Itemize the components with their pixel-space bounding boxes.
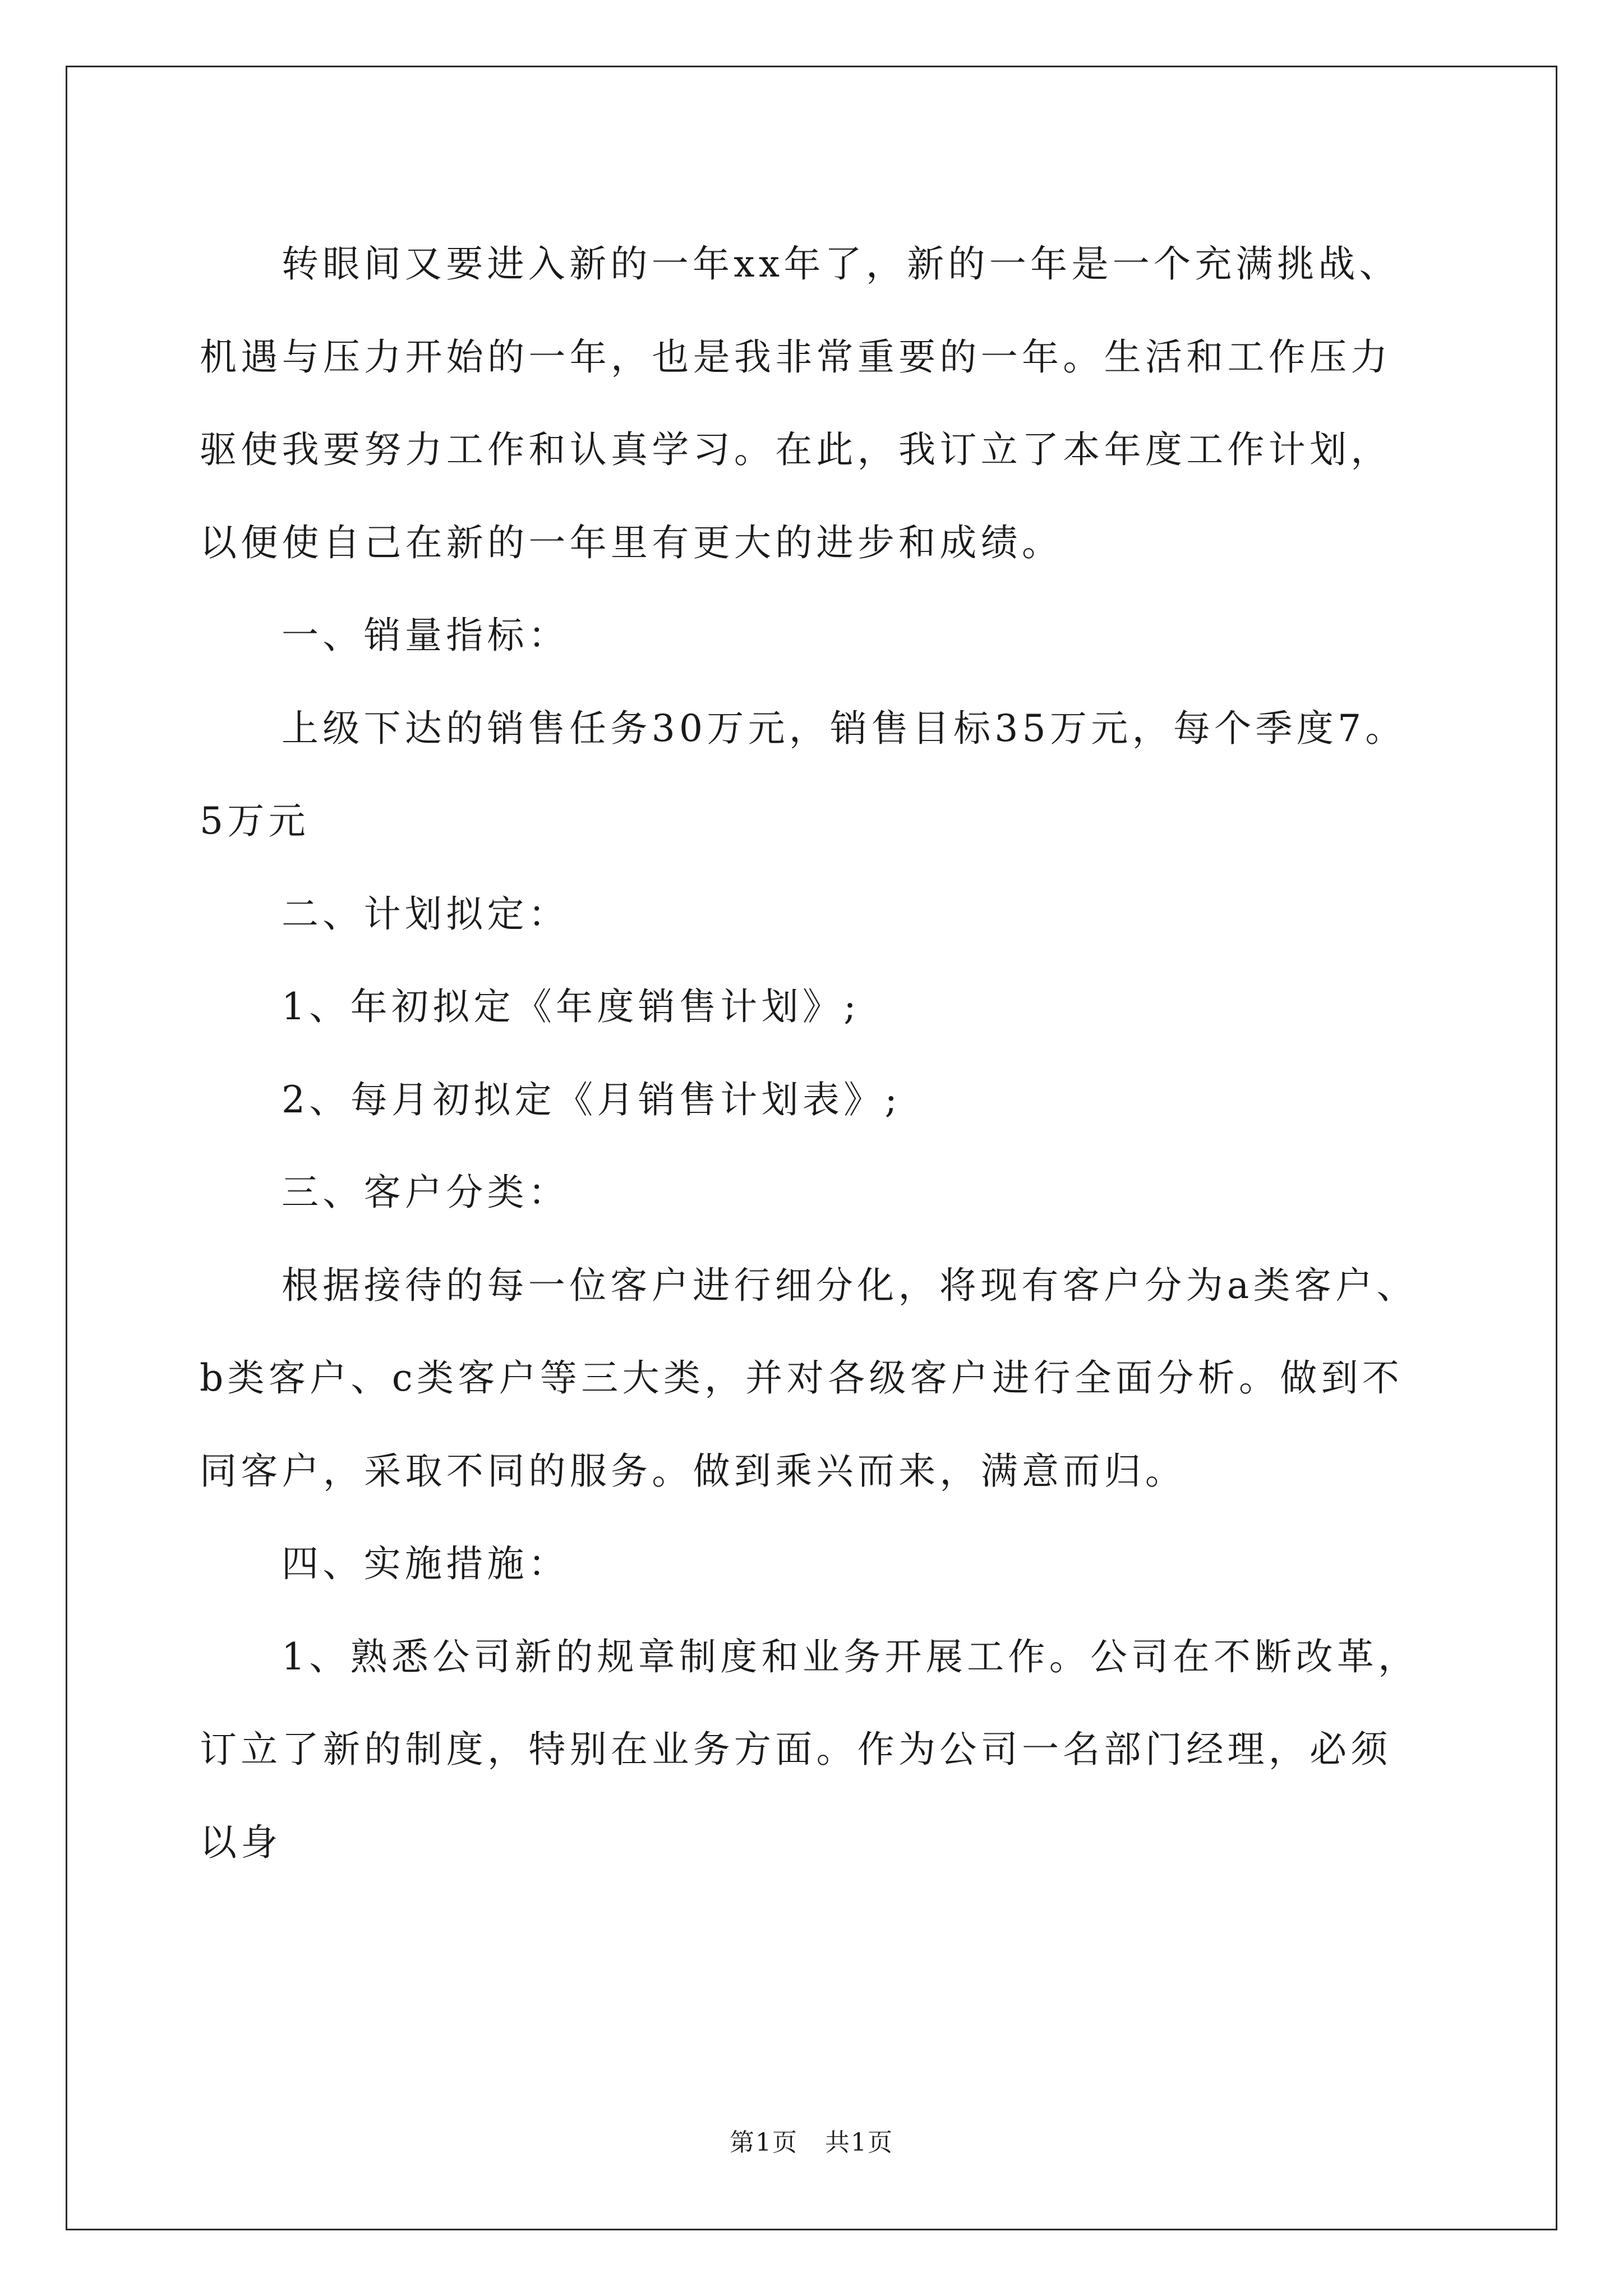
section-heading-plan: 二、计划拟定： [282, 892, 570, 936]
customer-classification-paragraph: 根据接待的每一位客户进行细分化，将现有客户分为a类客户、b类客户、c类客户等三大类，并对各级客户进行全面分析。做到不同客户，采取不同的服务。做到乘兴而来，满意而归。 [200, 1263, 1418, 1493]
sales-target-paragraph: 上级下达的销售任务30万元，销售目标35万元，每个季度7。5万元 [200, 706, 1407, 843]
page-total: 共1页 [824, 2128, 893, 2157]
plan-item-1: 1、年初拟定《年度销售计划》; [282, 985, 860, 1028]
section-heading-customers: 三、客户分类： [282, 1171, 570, 1214]
page-number: 第1页 [730, 2128, 799, 2157]
plan-item-2: 2、每月初拟定《月销售计划表》; [282, 1078, 902, 1121]
measures-item-1: 1、熟悉公司新的规章制度和业务开展工作。公司在不断改革，订立了新的制度，特别在业务方面。作为公司一名部门经理，必须以身 [200, 1635, 1419, 1864]
document-body [200, 218, 1428, 1889]
section-heading-sales-target: 一、销量指标： [282, 614, 570, 657]
intro-paragraph: 转眼间又要进入新的一年xx年了，新的一年是一个充满挑战、机遇与压力开始的一年，也是我非常重要的一年。生活和工作压力驱使我要努力工作和认真学习。在此，我订立了本年度工作计划，以便使自己在新的一年里有更大的进步和成绩。 [200, 242, 1400, 564]
page-footer [0, 2122, 1623, 2158]
section-heading-measures: 四、实施措施： [282, 1542, 570, 1585]
